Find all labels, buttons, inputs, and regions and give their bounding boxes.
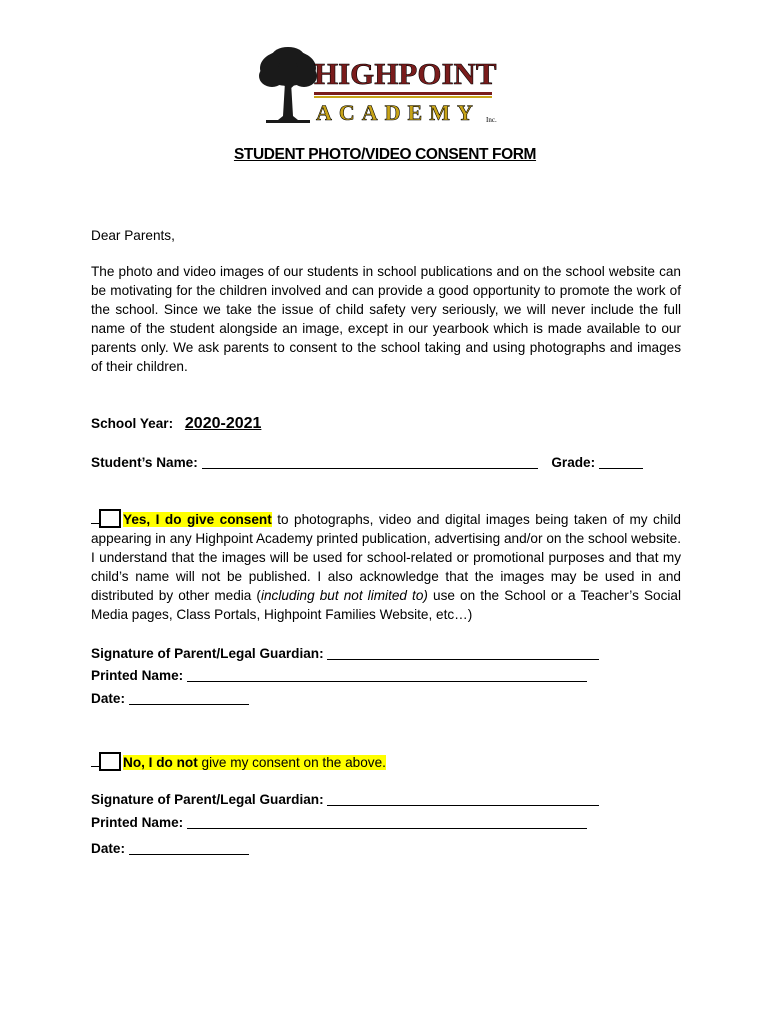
no-printed-name-row	[91, 813, 681, 832]
consent-no-label: No, I do not	[123, 755, 198, 770]
school-year-label: School Year:	[91, 416, 174, 431]
greeting: Dear Parents,	[91, 228, 175, 243]
intro-paragraph: The photo and video images of our students in school publications and on the school website can be motivating for the children involved and can provide a good opportunity to promote the work of the school. Since we take the issue of child safety very seriously, we will never include the full name of the student alongside an image, except in our yearbook which is made available to our parents only. We ask parents to consent to the school taking and using photographs and images of their children.	[91, 264, 681, 374]
consent-no-text: give my consent on the above.	[197, 755, 386, 770]
tree-icon	[258, 46, 318, 136]
school-year-value: 2020-2021	[184, 415, 262, 432]
consent-no-checkbox[interactable]	[99, 752, 121, 771]
consent-yes-text-italic: including but not limited to)	[260, 588, 428, 603]
student-name-field[interactable]	[202, 468, 538, 469]
yes-date-label: Date:	[91, 691, 125, 706]
consent-yes-checkbox[interactable]	[99, 509, 121, 528]
grade-label: Grade:	[551, 455, 596, 470]
yes-date-field[interactable]	[129, 704, 249, 705]
student-name-label: Student’s Name:	[91, 455, 198, 470]
consent-yes-label: Yes, I do give consent	[123, 512, 272, 527]
yes-signature-field[interactable]	[327, 659, 599, 660]
no-printed-name-field[interactable]	[187, 828, 587, 829]
consent-yes-paragraph	[91, 509, 681, 624]
yes-signature-label: Signature of Parent/Legal Guardian:	[91, 646, 324, 661]
logo-name-bottom: ACADEMY	[316, 100, 480, 125]
no-date-field[interactable]	[129, 854, 249, 855]
yes-signature-row	[91, 644, 681, 663]
logo-divider-accent	[314, 96, 492, 98]
no-date-label: Date:	[91, 841, 125, 856]
no-signature-row	[91, 790, 681, 809]
no-date-row	[91, 839, 681, 858]
yes-printed-name-label: Printed Name:	[91, 668, 184, 683]
school-year-row	[91, 414, 681, 433]
consent-yes-text-2: use on the School or a Teacher’s Social Media pages, Class Portals, Highpoint Families Website, etc…)	[91, 588, 681, 622]
yes-printed-name-row	[91, 666, 681, 685]
logo-divider	[314, 92, 492, 95]
no-signature-label: Signature of Parent/Legal Guardian:	[91, 792, 324, 807]
consent-no-line	[91, 766, 99, 767]
logo-name-top: HIGHPOINT	[314, 56, 497, 91]
consent-no-paragraph	[91, 752, 681, 772]
yes-date-row	[91, 689, 681, 708]
yes-printed-name-field[interactable]	[187, 681, 587, 682]
consent-yes-text-1: to photographs, video and digital images being taken of my child appearing in any Highpoint Academy printed publication, advertising and/or on the school website. I understand that the images will be used for school-related or promotional purposes and that my child’s name will not be published. I also acknowledge that the images may be used in and distributed by other media (	[91, 512, 681, 603]
logo-suffix: Inc.	[486, 116, 497, 124]
no-signature-field[interactable]	[327, 805, 599, 806]
student-name-row	[91, 453, 681, 472]
consent-yes-line	[91, 523, 99, 524]
page-title: STUDENT PHOTO/VIDEO CONSENT FORM	[233, 146, 537, 163]
highpoint-academy-logo	[258, 46, 508, 136]
no-printed-name-label: Printed Name:	[91, 815, 184, 830]
grade-field[interactable]	[599, 468, 643, 469]
